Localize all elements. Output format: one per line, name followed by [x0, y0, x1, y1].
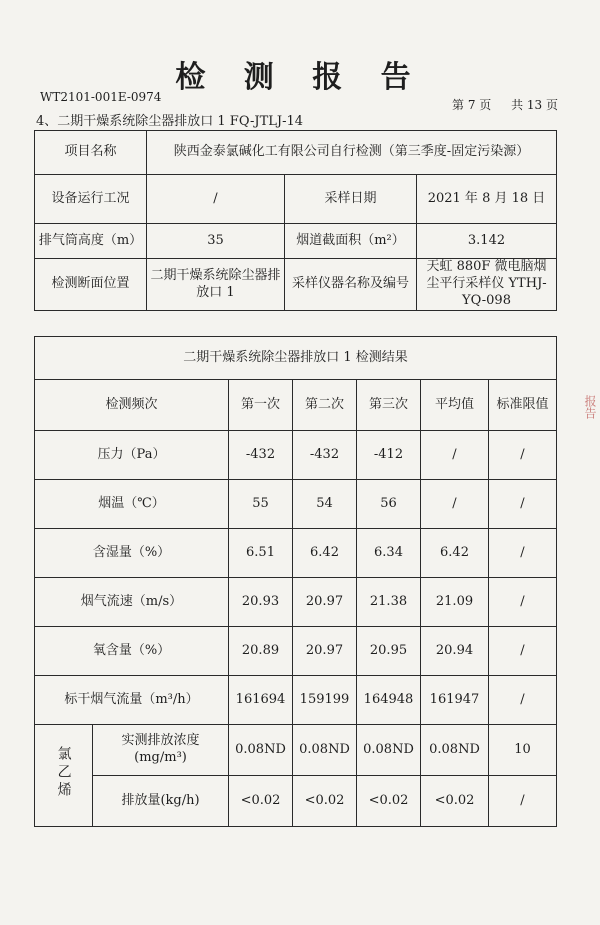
project-label: 项目名称 [35, 131, 147, 175]
table-cell: 20.94 [421, 627, 489, 676]
table-cell: 55 [229, 480, 293, 529]
column-header: 平均值 [421, 380, 489, 431]
sampling-date-value: 2021 年 8 月 18 日 [417, 175, 557, 224]
table-cell: 20.95 [357, 627, 421, 676]
table-cell: <0.02 [357, 776, 421, 827]
table-cell: 20.89 [229, 627, 293, 676]
table-cell: 6.42 [293, 529, 357, 578]
column-header: 检测频次 [35, 380, 229, 431]
row-label: 烟气流速（m/s） [35, 578, 229, 627]
table-cell: 6.42 [421, 529, 489, 578]
table-row [35, 725, 557, 776]
row-label: 含湿量（%） [35, 529, 229, 578]
page-info [452, 96, 558, 113]
table-cell: 0.08ND [421, 725, 489, 776]
table-cell: / [489, 480, 557, 529]
table-cell: 20.93 [229, 578, 293, 627]
results-table-title: 二期干燥系统除尘器排放口 1 检测结果 [35, 337, 557, 380]
column-header: 第三次 [357, 380, 421, 431]
pollutant-name [35, 725, 93, 827]
table-cell: 20.97 [293, 578, 357, 627]
report-title: 检 测 报 告 [175, 60, 425, 95]
column-header: 第二次 [293, 380, 357, 431]
table-cell: 0.08ND [357, 725, 421, 776]
table-cell: 20.97 [293, 627, 357, 676]
flue-area-label: 烟道截面积（m²） [285, 224, 417, 259]
row-label: 实测排放浓度(mg/m³) [93, 725, 229, 776]
stack-height-value: 35 [147, 224, 285, 259]
table-row [35, 578, 557, 627]
table-row [35, 676, 557, 725]
table-cell: <0.02 [229, 776, 293, 827]
flue-area-value: 3.142 [417, 224, 557, 259]
info-row-stack [35, 224, 557, 259]
table-cell: <0.02 [293, 776, 357, 827]
table-cell: 10 [489, 725, 557, 776]
table-cell: / [489, 776, 557, 827]
page-current: 第 7 页 [452, 98, 492, 112]
instrument-label: 采样仪器名称及编号 [285, 259, 417, 311]
table-cell: / [489, 578, 557, 627]
info-row-condition [35, 175, 557, 224]
table-cell: 161694 [229, 676, 293, 725]
table-row [35, 480, 557, 529]
pollutant-name-text: 氯乙烯 [55, 745, 72, 800]
table-cell: / [489, 627, 557, 676]
column-header: 第一次 [229, 380, 293, 431]
table-cell: 0.08ND [229, 725, 293, 776]
table-cell: <0.02 [421, 776, 489, 827]
info-table [34, 130, 557, 311]
results-header-row [35, 380, 557, 431]
red-stamp-mark: 报告 [583, 395, 597, 419]
table-cell: -412 [357, 431, 421, 480]
section-location-value: 二期干燥系统除尘器排放口 1 [147, 259, 285, 311]
table-row [35, 529, 557, 578]
row-label: 压力（Pa） [35, 431, 229, 480]
results-title-row [35, 337, 557, 380]
table-cell: / [489, 529, 557, 578]
table-row [35, 776, 557, 827]
table-cell: 21.38 [357, 578, 421, 627]
table-cell: 164948 [357, 676, 421, 725]
table-cell: / [421, 480, 489, 529]
condition-value: / [147, 175, 285, 224]
table-cell: -432 [229, 431, 293, 480]
row-label: 标干烟气流量（m³/h） [35, 676, 229, 725]
table-cell: 54 [293, 480, 357, 529]
row-label: 氧含量（%） [35, 627, 229, 676]
table-cell: 21.09 [421, 578, 489, 627]
info-row-project [35, 131, 557, 175]
project-value: 陕西金泰氯碱化工有限公司自行检测（第三季度-固定污染源） [147, 131, 557, 175]
results-table [34, 336, 557, 827]
column-header: 标准限值 [489, 380, 557, 431]
section-location-label: 检测断面位置 [35, 259, 147, 311]
table-cell: 6.34 [357, 529, 421, 578]
row-label: 烟温（℃） [35, 480, 229, 529]
sampling-date-label: 采样日期 [285, 175, 417, 224]
table-row [35, 627, 557, 676]
table-cell: 159199 [293, 676, 357, 725]
section-heading: 4、二期干燥系统除尘器排放口 1 FQ-JTLJ-14 [36, 114, 304, 129]
table-cell: / [489, 431, 557, 480]
document-number: WT2101-001E-0974 [40, 90, 162, 104]
row-label: 排放量(kg/h) [93, 776, 229, 827]
condition-label: 设备运行工况 [35, 175, 147, 224]
table-row [35, 431, 557, 480]
table-cell: 6.51 [229, 529, 293, 578]
table-cell: 56 [357, 480, 421, 529]
table-cell: / [421, 431, 489, 480]
table-cell: 161947 [421, 676, 489, 725]
info-row-location [35, 259, 557, 311]
instrument-value: 天虹 880F 微电脑烟尘平行采样仪 YTHJ-YQ-098 [417, 259, 557, 311]
table-cell: 0.08ND [293, 725, 357, 776]
table-cell: -432 [293, 431, 357, 480]
table-cell: / [489, 676, 557, 725]
page-total: 共 13 页 [511, 98, 558, 112]
stack-height-label: 排气筒高度（m） [35, 224, 147, 259]
